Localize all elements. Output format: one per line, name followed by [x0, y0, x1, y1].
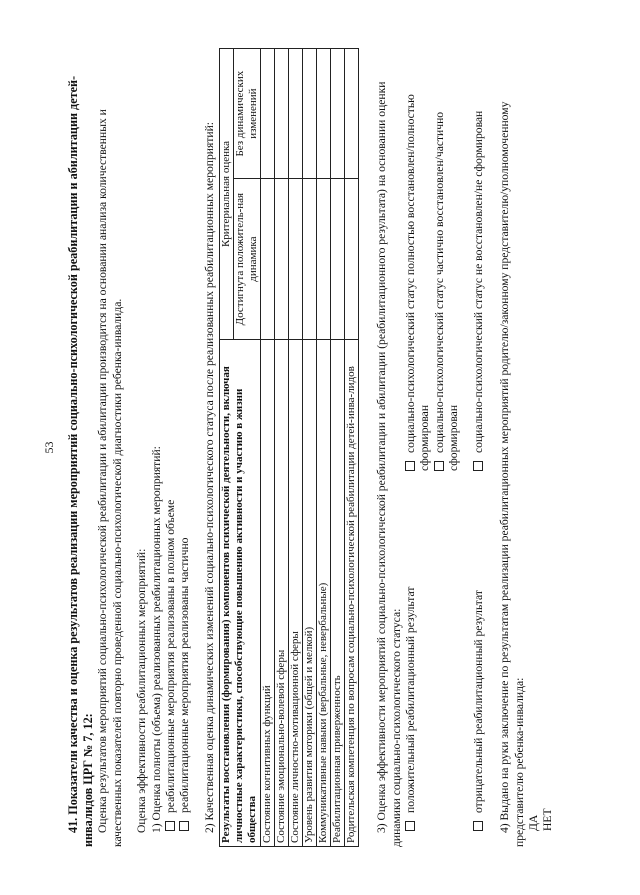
table-cell: Родительская компетенция по вопросам социально-психологической реабилитации детей-инва-лидов: [345, 340, 359, 847]
item3-suboption-partial[interactable]: социально-психологический статус частично восстановлен/частично сформирован: [432, 111, 461, 471]
table-cell[interactable]: [345, 179, 359, 340]
table-cell[interactable]: [289, 49, 303, 179]
item1-option-partial[interactable]: реабилитационные мероприятия реализованы частично: [178, 48, 192, 831]
table-cell[interactable]: [317, 49, 331, 179]
evaluation-title: Оценка эффективности реабилитационных мероприятий:: [135, 548, 149, 833]
item3-positive-option[interactable]: положительный реабилитационный результат: [404, 471, 462, 831]
checkbox-icon[interactable]: [434, 461, 444, 471]
checkbox-icon[interactable]: [179, 821, 189, 831]
item3-negative-suboption[interactable]: социально-психологический статус не восстановлен/не сформирован: [472, 48, 486, 471]
page-number: 53: [42, 441, 56, 454]
table-row: [317, 49, 331, 847]
table-cell[interactable]: [261, 179, 275, 340]
item3-label: 3) Оценка эффективности мероприятий социально-психологической реабилитации и абилитации (реабилитационного результата) на основании оценки динамики социально-психологического статуса:: [375, 81, 403, 847]
section-heading: 41. Показатели качества и оценка результатов реализации мероприятий социально-психологической реабилитации и абилитации детей-инвалидов ЦРГ № 7, 12:: [66, 75, 96, 847]
table-cell[interactable]: [345, 49, 359, 179]
checkbox-icon[interactable]: [473, 461, 483, 471]
table-row: [289, 49, 303, 847]
table-header-group: Критериальная оценка: [220, 49, 234, 340]
checkbox-icon[interactable]: [473, 821, 483, 831]
table-row: [345, 49, 359, 847]
checkbox-icon[interactable]: [405, 461, 415, 471]
table-row: [261, 49, 275, 847]
item1-label: 1) Оценка полноты (объема) реализованных реабилитационных мероприятий:: [149, 446, 163, 833]
item1-option-full[interactable]: реабилитационные мероприятия реализованы в полном объеме: [164, 48, 178, 831]
table-cell[interactable]: [317, 179, 331, 340]
item3-negative-option[interactable]: отрицательный реабилитационный результат: [472, 471, 486, 831]
item3-positive-suboptions: [404, 48, 462, 471]
table-cell[interactable]: [289, 179, 303, 340]
checkbox-icon[interactable]: [165, 821, 175, 831]
intro-paragraph: Оценка результатов мероприятий социально-психологической реабилитации и абилитации производится на основании анализа количественных и качественных показателей повторно проведенной социально-психологической диагностики ребенка-инвалида.: [96, 109, 124, 847]
table-header-main: Результаты восстановления (формирования) компонентов психической деятельности, включая личностные характеристики, способствующие повышению активности и участию в жизни общества: [220, 340, 261, 847]
item3-positive-block: [404, 48, 462, 847]
dynamics-table: [219, 48, 359, 847]
item3-negative-block: [472, 48, 486, 847]
table-cell: Состояние когнитивных функций: [261, 340, 275, 847]
table-cell[interactable]: [331, 179, 345, 340]
table-cell: Коммуникативные навыки (вербальные, невербальные): [317, 340, 331, 847]
item2-label: 2) Качественная оценка динамических изменений социально-психологического статуса после реализованных реабилитационных мероприятий:: [202, 121, 216, 833]
table-cell[interactable]: [261, 49, 275, 179]
table-cell[interactable]: [331, 49, 345, 179]
table-cell[interactable]: [303, 49, 317, 179]
table-cell[interactable]: [303, 179, 317, 340]
table-row: [331, 49, 345, 847]
table-cell: Уровень развития моторики (общей и мелкой): [303, 340, 317, 847]
table-header-nochange: Без динамических изменений: [234, 49, 261, 179]
table-cell: Реабилитационная приверженность: [331, 340, 345, 847]
table-header-positive: Достигнута положитель-ная динамика: [234, 179, 261, 340]
item4-label: 4) Выдано на руки заключение по результатам реализации реабилитационных мероприятий родителю/законному представителю/уполномоченному представителю ребенка-инвалида:: [498, 101, 526, 847]
table-cell[interactable]: [275, 179, 289, 340]
item4-yes[interactable]: ДА: [526, 814, 540, 831]
checkbox-icon[interactable]: [405, 821, 415, 831]
table-cell[interactable]: [275, 49, 289, 179]
table-row: [303, 49, 317, 847]
item3-suboption-full[interactable]: социально-психологический статус полностью восстановлен/полностью сформирован: [404, 94, 432, 471]
item4-no[interactable]: НЕТ: [541, 808, 555, 831]
table-cell: Состояние эмоционально-волевой сферы: [275, 340, 289, 847]
table-cell: Состояние личностно-мотивационной сферы: [289, 340, 303, 847]
table-row: [275, 49, 289, 847]
